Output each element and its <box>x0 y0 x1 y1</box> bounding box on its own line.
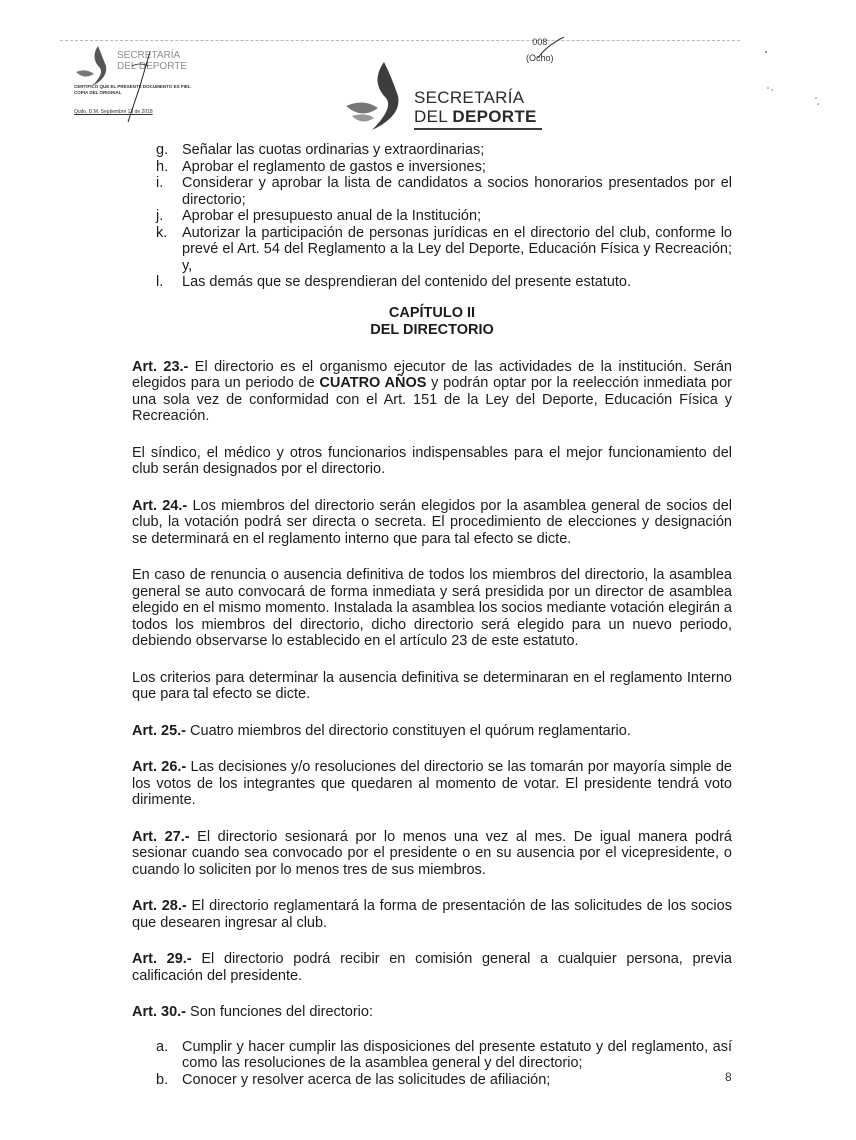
list-item <box>132 159 732 176</box>
term-duration: CUATRO AÑOS <box>319 375 427 391</box>
article-label: Art. 30.- <box>132 1004 186 1020</box>
article-text-part-1: El directorio es el organismo ejecutor de las actividades de la institución. Serán elegidos para un periodo de <box>132 358 732 391</box>
article-text: Cuatro miembros del directorio constituyen el quórum reglamentario. <box>186 722 631 739</box>
article-label: Art. 24.- <box>132 497 188 514</box>
article-text: Los miembros del directorio serán elegidos por la asamblea general de socios del club, la votación podrá ser directa o secreta. El procedimiento de elecciones y designación se determinará en el reglamento interno que para tal efecto se dicte. <box>132 497 732 547</box>
stamp-org-line-2: DEL DEPORTE <box>117 61 188 72</box>
list-item-text: Autorizar la participación de personas jurídicas en el directorio del club, conforme lo prevé el Art. 54 del Reglamento a la Ley del Deporte, Educación Física y Recreación; y, <box>182 224 732 274</box>
list-item <box>132 225 732 275</box>
article-23 <box>132 359 732 425</box>
list-item <box>132 142 732 159</box>
list-item <box>132 274 732 291</box>
article-text-part-2: y podrán optar por la reelección inmediata por una sola vez de conformidad con el Art. 151 de la Ley del Deporte, Educación Física y Recreación. <box>132 375 732 424</box>
article-text: Las decisiones y/o resoluciones del directorio se las tomarán por mayoría simple de los votos de los integrantes que quedaren al momento de votar. El presidente tendrá voto dirimente. <box>132 759 732 808</box>
header-logo <box>342 60 542 140</box>
list-item-label: h. <box>156 158 169 175</box>
list-item-label: i. <box>156 175 164 191</box>
article-26 <box>132 759 732 809</box>
article-label: Art. 25.- <box>132 722 186 739</box>
list-item <box>132 1072 732 1089</box>
list-item-label: a. <box>156 1038 169 1055</box>
list-item-label: j. <box>156 208 164 224</box>
header-org-name <box>414 88 537 126</box>
article-29 <box>132 951 732 984</box>
stamp-org-line-1: SECRETARÍA <box>117 50 181 61</box>
article-28 <box>132 898 732 931</box>
list-item-label: g. <box>156 142 169 158</box>
list-item-text: Las demás que se desprendieran del contenido del presente estatuto. <box>182 274 632 290</box>
header-org-line-1: SECRETARÍA <box>414 88 525 107</box>
list-item <box>132 208 732 225</box>
list-item-text: Considerar y aprobar la lista de candidatos a socios honorarios presentados por el directorio; <box>182 175 732 208</box>
chapter-title: DEL DIRECTORIO <box>370 321 494 338</box>
page-number: 8 <box>725 1070 732 1084</box>
article-label: Art. 27.- <box>132 828 190 845</box>
chapter-number: CAPÍTULO II <box>388 304 476 321</box>
list-item <box>132 1039 732 1072</box>
article-24-paragraph-2: En caso de renuncia o ausencia definitiva de todos los miembros del directorio, la asamblea general se auto convocará de forma inmediata y será presidida por un director de asamblea elegido en el mismo momento. Instalada la asamblea los socios mediante votación elegirán a todos los miembros del directorio, dicho directorio será elegido para un nuevo periodo, debiendo observarse lo establecido en el artículo 23 de este estatuto. <box>132 567 732 649</box>
folio-number-digits: 008 <box>532 37 548 47</box>
article-text: El directorio podrá recibir en comisión general a cualquier persona, previa calificación del presidente. <box>132 951 732 984</box>
article-label: Art. 26.- <box>132 759 187 775</box>
handwritten-signature <box>104 46 174 126</box>
list-item-label: b. <box>156 1071 169 1088</box>
stamp-certification-text: CERTIFICO QUE EL PRESENTE DOCUMENTO ES FIEL COPIA DEL ORIGINAL <box>74 84 191 95</box>
article-24 <box>132 498 732 548</box>
list-item-text: Conocer y resolver acerca de las solicitudes de afiliación; <box>182 1071 551 1088</box>
article-23-paragraph-2: El síndico, el médico y otros funcionarios indispensables para el mejor funcionamiento del club serán designados por el directorio. <box>132 444 732 477</box>
list-item-text: Señalar las cuotas ordinarias y extraordinarias; <box>182 142 485 158</box>
list-item <box>132 175 732 208</box>
list-item-text: Aprobar el presupuesto anual de la Institución; <box>182 208 482 224</box>
article-label: Art. 29.- <box>132 951 192 967</box>
article-24-paragraph-3: Los criterios para determinar la ausencia definitiva se determinaran en el reglamento Interno que para tal efecto se dicte. <box>132 669 732 702</box>
certification-stamp <box>74 44 194 124</box>
assembly-functions-list <box>132 142 732 291</box>
handwritten-check-mark <box>536 36 566 62</box>
top-scan-rule <box>60 40 740 41</box>
header-org-line-2-bold: DEPORTE <box>452 107 537 126</box>
folio-number-words: (Ocho) <box>526 53 554 63</box>
article-text: El directorio sesionará por lo menos una vez al mes. De igual manera podrá sesionar cuando sea convocado por el presidente o en su ausencia por el vicepresidente, o cuando lo soliciten por lo menos tres de sus miembros. <box>132 828 732 878</box>
list-item-text: Aprobar el reglamento de gastos e inversiones; <box>182 158 486 175</box>
list-item-label: k. <box>156 224 168 241</box>
list-item-text: Cumplir y hacer cumplir las disposiciones del presente estatuto y del reglamento, así como las resoluciones de la asamblea general y del directorio; <box>182 1038 732 1071</box>
article-label: Art. 28.- <box>132 898 187 914</box>
document-body <box>132 142 732 1088</box>
margin-specks <box>760 48 830 118</box>
ministry-emblem-icon <box>342 60 412 134</box>
article-27 <box>132 829 732 879</box>
directory-functions-list <box>132 1039 732 1089</box>
article-25 <box>132 723 732 740</box>
list-item-label: l. <box>156 274 164 290</box>
article-text: Son funciones del directorio: <box>186 1004 373 1020</box>
article-label: Art. 23.- <box>132 358 189 375</box>
article-30 <box>132 1004 732 1021</box>
article-text: El directorio reglamentará la forma de presentación de las solicitudes de los socios que desearen ingresar al club. <box>132 898 732 931</box>
header-underline <box>414 128 542 130</box>
stamp-date: Quito, D.M. Septiembre 13 de 2018 <box>74 109 153 115</box>
header-org-line-2 <box>414 107 537 126</box>
header-org-line-2-prefix: DEL <box>414 107 453 126</box>
